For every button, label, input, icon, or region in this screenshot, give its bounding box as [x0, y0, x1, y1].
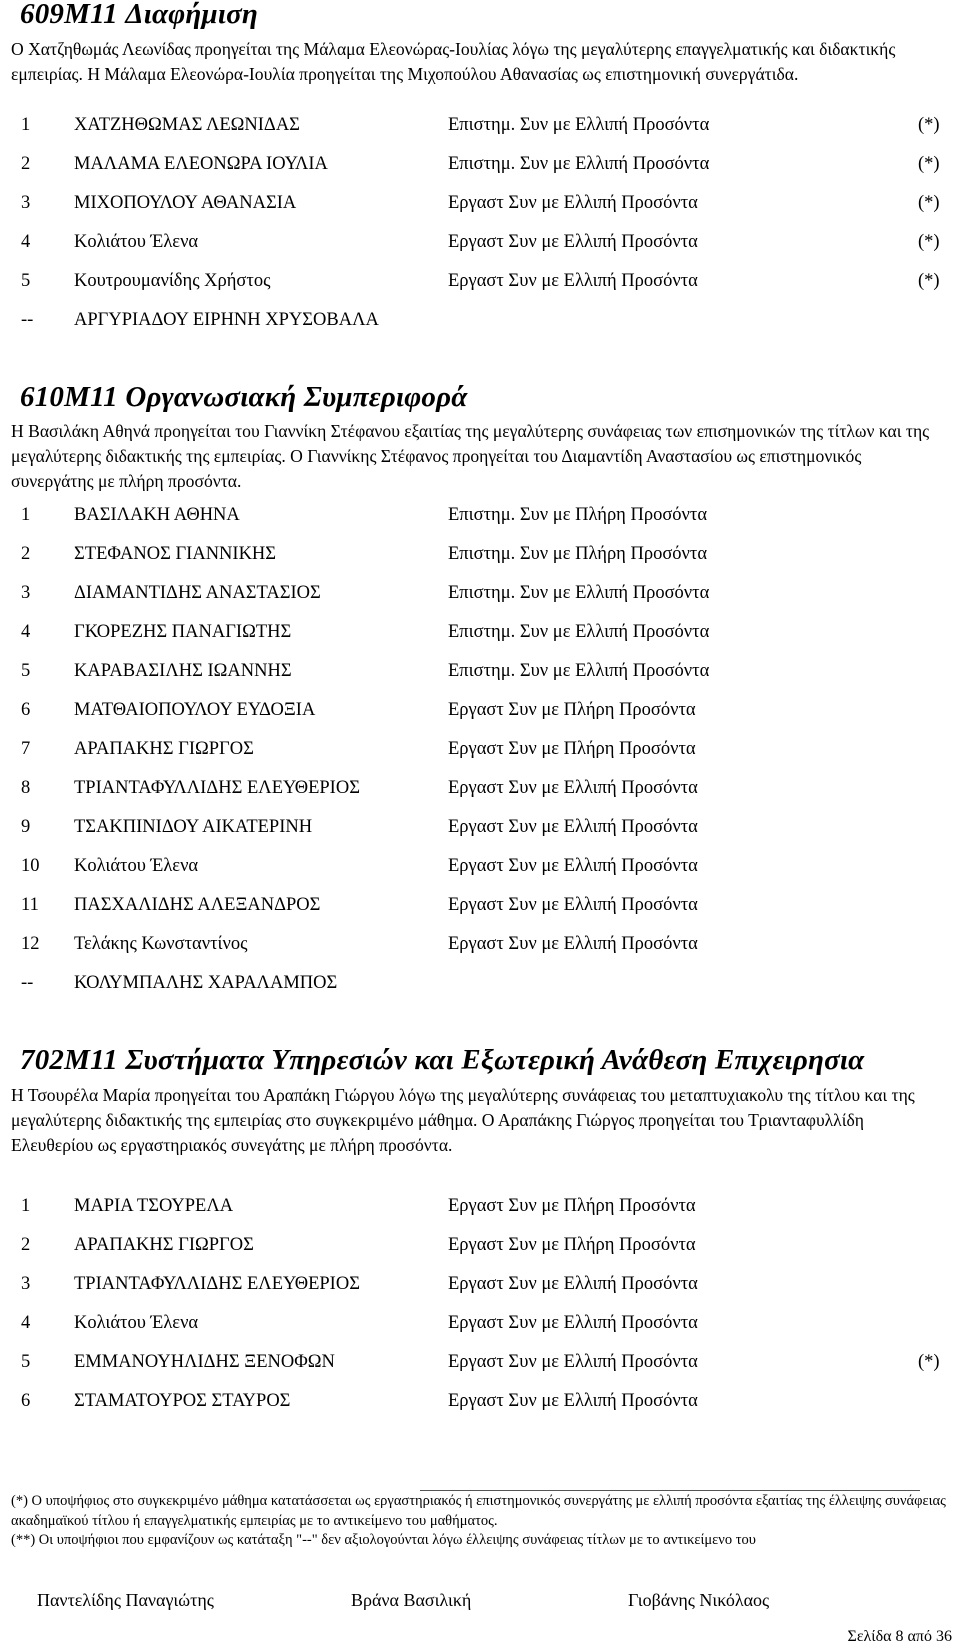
qualification-type: Εργαστ Συν με Πλήρη Προσόντα — [448, 1235, 696, 1255]
rank-number: 2 — [21, 154, 31, 174]
qualification-type: Εργαστ Συν με Ελλιπή Προσόντα — [448, 817, 698, 837]
footnote-mark: (*) — [918, 193, 940, 213]
ranking-row — [11, 1271, 951, 1297]
candidate-name: ΓΚΟΡΕΖΗΣ ΠΑΝΑΓΙΩΤΗΣ — [74, 622, 292, 642]
footnote-2: (**) Οι υποψήφιοι που εμφανίζουν ως κατάταξη "--" δεν αξιολογούνται λόγω έλλειψης συνάφειας τίτλων με το αντικείμενο του — [11, 1532, 756, 1548]
ranking-row — [11, 580, 951, 606]
ranking-row — [11, 151, 951, 177]
ranking-row — [11, 229, 951, 255]
qualification-type: Εργαστ Συν με Ελλιπή Προσόντα — [448, 895, 698, 915]
ranking-row — [11, 814, 951, 840]
qualification-type: Εργαστ Συν με Ελλιπή Προσόντα — [448, 934, 698, 954]
candidate-name: ΚΑΡΑΒΑΣΙΛΗΣ ΙΩΑΝΝΗΣ — [74, 661, 292, 681]
candidate-name: ΑΡΑΠΑΚΗΣ ΓΙΩΡΓΟΣ — [74, 739, 254, 759]
qualification-type: Επιστημ. Συν με Πλήρη Προσόντα — [448, 505, 708, 525]
candidate-name: ΠΑΣΧΑΛΙΔΗΣ ΑΛΕΞΑΝΔΡΟΣ — [74, 895, 321, 915]
candidate-name: ΣΤΕΦΑΝΟΣ ΓΙΑΝΝΙΚΗΣ — [74, 544, 277, 564]
ranking-row — [11, 268, 951, 294]
section-title: 702M11 Συστήματα Υπηρεσιών και Εξωτερική Ανάθεση Επιχειρησια — [20, 1044, 865, 1076]
rank-number: -- — [21, 973, 34, 993]
candidate-name: ΧΑΤΖΗΘΩΜΑΣ ΛΕΩΝΙΔΑΣ — [74, 115, 300, 135]
candidate-name: ΜΑΤΘΑΙΟΠΟΥΛΟΥ ΕΥΔΟΞΙΑ — [74, 700, 316, 720]
rank-number: -- — [21, 310, 34, 330]
ranking-row — [11, 775, 951, 801]
candidate-name: Κολιάτου Έλενα — [74, 232, 199, 252]
section-paragraph: Η Τσουρέλα Μαρία προηγείται του Αραπάκη Γιώργου λόγω της μεγαλύτερης συνάφειας του μεταπτυχιακολυ της τίτλου και της μεγαλύτερης διδακτικής της εμπειρίας στο συγκεκριμένο μάθημα. Ο Αραπάκης Γιώργος προηγείται του Τριανταφυλλίδη Ελευθερίου ως εργαστηριακός συνεγάτης με πλήρη προσόντα. — [11, 1085, 915, 1155]
ranking-row — [11, 658, 951, 684]
page-number: Σελίδα 8 από 36 — [847, 1628, 952, 1645]
footnote-mark: (*) — [918, 1352, 940, 1372]
footnote-mark: (*) — [918, 154, 940, 174]
qualification-type: Εργαστ Συν με Ελλιπή Προσόντα — [448, 1313, 698, 1333]
footnote-mark: (*) — [918, 232, 940, 252]
qualification-type: Εργαστ Συν με Ελλιπή Προσόντα — [448, 778, 698, 798]
rank-number: 6 — [21, 1391, 31, 1411]
candidate-name: ΚΟΛΥΜΠΑΛΗΣ ΧΑΡΑΛΑΜΠΟΣ — [74, 973, 338, 993]
signature-name: Παντελίδης Παναγιώτης — [37, 1590, 214, 1610]
candidate-name: ΣΤΑΜΑΤΟΥΡΟΣ ΣΤΑΥΡΟΣ — [74, 1391, 291, 1411]
footnote-1: (*) Ο υποψήφιος στο συγκεκριμένο μάθημα κατατάσσεται ως εργαστηριακός ή επιστημονικός συνεργάτης με ελλιπή προσόντα εξαιτίας της έλλειψης συνάφειας ακαδημαϊκού τίτλου ή επαγγελματικής εμπειρίας με το αντικείμενο του μαθήματος. — [11, 1493, 946, 1529]
ranking-row — [11, 736, 951, 762]
signature-name: Γιοβάνης Νικόλαος — [628, 1590, 770, 1610]
rank-number: 5 — [21, 271, 31, 291]
qualification-type: Εργαστ Συν με Πλήρη Προσόντα — [448, 739, 696, 759]
ranking-row — [11, 1232, 951, 1258]
candidate-name: Τελάκης Κωνσταντίνος — [74, 934, 248, 954]
rank-number: 9 — [21, 817, 31, 837]
ranking-row — [11, 112, 951, 138]
qualification-type: Εργαστ Συν με Ελλιπή Προσόντα — [448, 856, 698, 876]
section-paragraph: Ο Χατζηθωμάς Λεωνίδας προηγείται της Μάλαμα Ελεονώρας-Ιουλίας λόγω της μεγαλύτερης επαγγελματικής και διδακτικής εμπειρίας. Η Μάλαμα Ελεονώρα-Ιουλία προηγείται της Μιχοπούλου Αθανασίας ως επιστημονική συνεργάτιδα. — [11, 39, 896, 84]
candidate-name: ΑΡΓΥΡΙΑΔΟΥ ΕΙΡΗΝΗ ΧΡΥΣΟΒΑΛΑ — [74, 310, 379, 330]
ranking-row — [11, 190, 951, 216]
qualification-type: Επιστημ. Συν με Ελλιπή Προσόντα — [448, 583, 710, 603]
rank-number: 3 — [21, 1274, 31, 1294]
candidate-name: ΜΙΧΟΠΟΥΛΟΥ ΑΘΑΝΑΣΙΑ — [74, 193, 297, 213]
ranking-row — [11, 541, 951, 567]
footnote-divider — [420, 1490, 920, 1491]
candidate-name: Κολιάτου Έλενα — [74, 856, 199, 876]
qualification-type: Επιστημ. Συν με Ελλιπή Προσόντα — [448, 622, 710, 642]
rank-number: 7 — [21, 739, 31, 759]
candidate-name: Κουτρουμανίδης Χρήστος — [74, 271, 271, 291]
footnote-mark: (*) — [918, 271, 940, 291]
ranking-row — [11, 619, 951, 645]
rank-number: 10 — [21, 856, 40, 876]
rank-number: 3 — [21, 583, 31, 603]
candidate-name: ΤΡΙΑΝΤΑΦΥΛΛΙΔΗΣ ΕΛΕΥΘΕΡΙΟΣ — [74, 1274, 360, 1294]
ranking-row — [11, 697, 951, 723]
section-paragraph: Η Βασιλάκη Αθηνά προηγείται του Γιαννίκη Στέφανου εξαιτίας της μεγαλύτερης συνάφειας των επισημονικών της τίτλων και της μεγαλύτερης διδακτικής της εμπειρίας. Ο Γιαννίκης Στέφανος προηγείται του Διαμαντίδη Αναστασίου ως επιστημονικός συνεργάτης με πλήρη προσόντα. — [11, 421, 930, 491]
qualification-type: Εργαστ Συν με Ελλιπή Προσόντα — [448, 1274, 698, 1294]
ranking-row — [11, 1310, 951, 1336]
qualification-type: Επιστημ. Συν με Πλήρη Προσόντα — [448, 544, 708, 564]
ranking-row — [11, 502, 951, 528]
candidate-name: Κολιάτου Έλενα — [74, 1313, 199, 1333]
footnote-mark: (*) — [918, 115, 940, 135]
candidate-name: ΜΑΛΑΜΑ ΕΛΕΟΝΩΡΑ ΙΟΥΛΙΑ — [74, 154, 328, 174]
qualification-type: Εργαστ Συν με Ελλιπή Προσόντα — [448, 1391, 698, 1411]
candidate-name: ΑΡΑΠΑΚΗΣ ΓΙΩΡΓΟΣ — [74, 1235, 254, 1255]
ranking-row — [11, 307, 951, 333]
candidate-name: ΔΙΑΜΑΝΤΙΔΗΣ ΑΝΑΣΤΑΣΙΟΣ — [74, 583, 321, 603]
candidate-name: ΤΡΙΑΝΤΑΦΥΛΛΙΔΗΣ ΕΛΕΥΘΕΡΙΟΣ — [74, 778, 360, 798]
candidate-name: ΕΜΜΑΝΟΥΗΛΙΔΗΣ ΞΕΝΟΦΩΝ — [74, 1352, 335, 1372]
ranking-row — [11, 853, 951, 879]
ranking-row — [11, 931, 951, 957]
candidate-name: ΤΣΑΚΠΙΝΙΔΟΥ ΑΙΚΑΤΕΡΙΝΗ — [74, 817, 313, 837]
ranking-row — [11, 1388, 951, 1414]
rank-number: 1 — [21, 505, 31, 525]
qualification-type: Εργαστ Συν με Ελλιπή Προσόντα — [448, 1352, 698, 1372]
rank-number: 3 — [21, 193, 31, 213]
footnotes — [11, 1492, 955, 1551]
rank-number: 1 — [21, 1196, 31, 1216]
ranking-row — [11, 970, 951, 996]
qualification-type: Επιστημ. Συν με Ελλιπή Προσόντα — [448, 115, 710, 135]
qualification-type: Επιστημ. Συν με Ελλιπή Προσόντα — [448, 154, 710, 174]
rank-number: 4 — [21, 232, 31, 252]
signature-name: Βράνα Βασιλική — [351, 1590, 472, 1610]
rank-number: 2 — [21, 544, 31, 564]
candidate-name: ΜΑΡΙΑ ΤΣΟΥΡΕΛΑ — [74, 1196, 234, 1216]
rank-number: 4 — [21, 1313, 31, 1333]
qualification-type: Εργαστ Συν με Ελλιπή Προσόντα — [448, 271, 698, 291]
section-title: 609M11 Διαφήμιση — [20, 0, 259, 30]
ranking-row — [11, 1349, 951, 1375]
rank-number: 5 — [21, 661, 31, 681]
qualification-type: Εργαστ Συν με Ελλιπή Προσόντα — [448, 232, 698, 252]
section-title: 610M11 Οργανωσιακή Συμπεριφορά — [20, 381, 468, 413]
rank-number: 4 — [21, 622, 31, 642]
rank-number: 11 — [21, 895, 39, 915]
qualification-type: Εργαστ Συν με Ελλιπή Προσόντα — [448, 193, 698, 213]
qualification-type: Εργαστ Συν με Πλήρη Προσόντα — [448, 700, 696, 720]
candidate-name: ΒΑΣΙΛΑΚΗ ΑΘΗΝΑ — [74, 505, 240, 525]
rank-number: 8 — [21, 778, 31, 798]
ranking-row — [11, 1193, 951, 1219]
rank-number: 6 — [21, 700, 31, 720]
qualification-type: Επιστημ. Συν με Ελλιπή Προσόντα — [448, 661, 710, 681]
qualification-type: Εργαστ Συν με Πλήρη Προσόντα — [448, 1196, 696, 1216]
rank-number: 5 — [21, 1352, 31, 1372]
rank-number: 2 — [21, 1235, 31, 1255]
ranking-row — [11, 892, 951, 918]
rank-number: 12 — [21, 934, 40, 954]
rank-number: 1 — [21, 115, 31, 135]
